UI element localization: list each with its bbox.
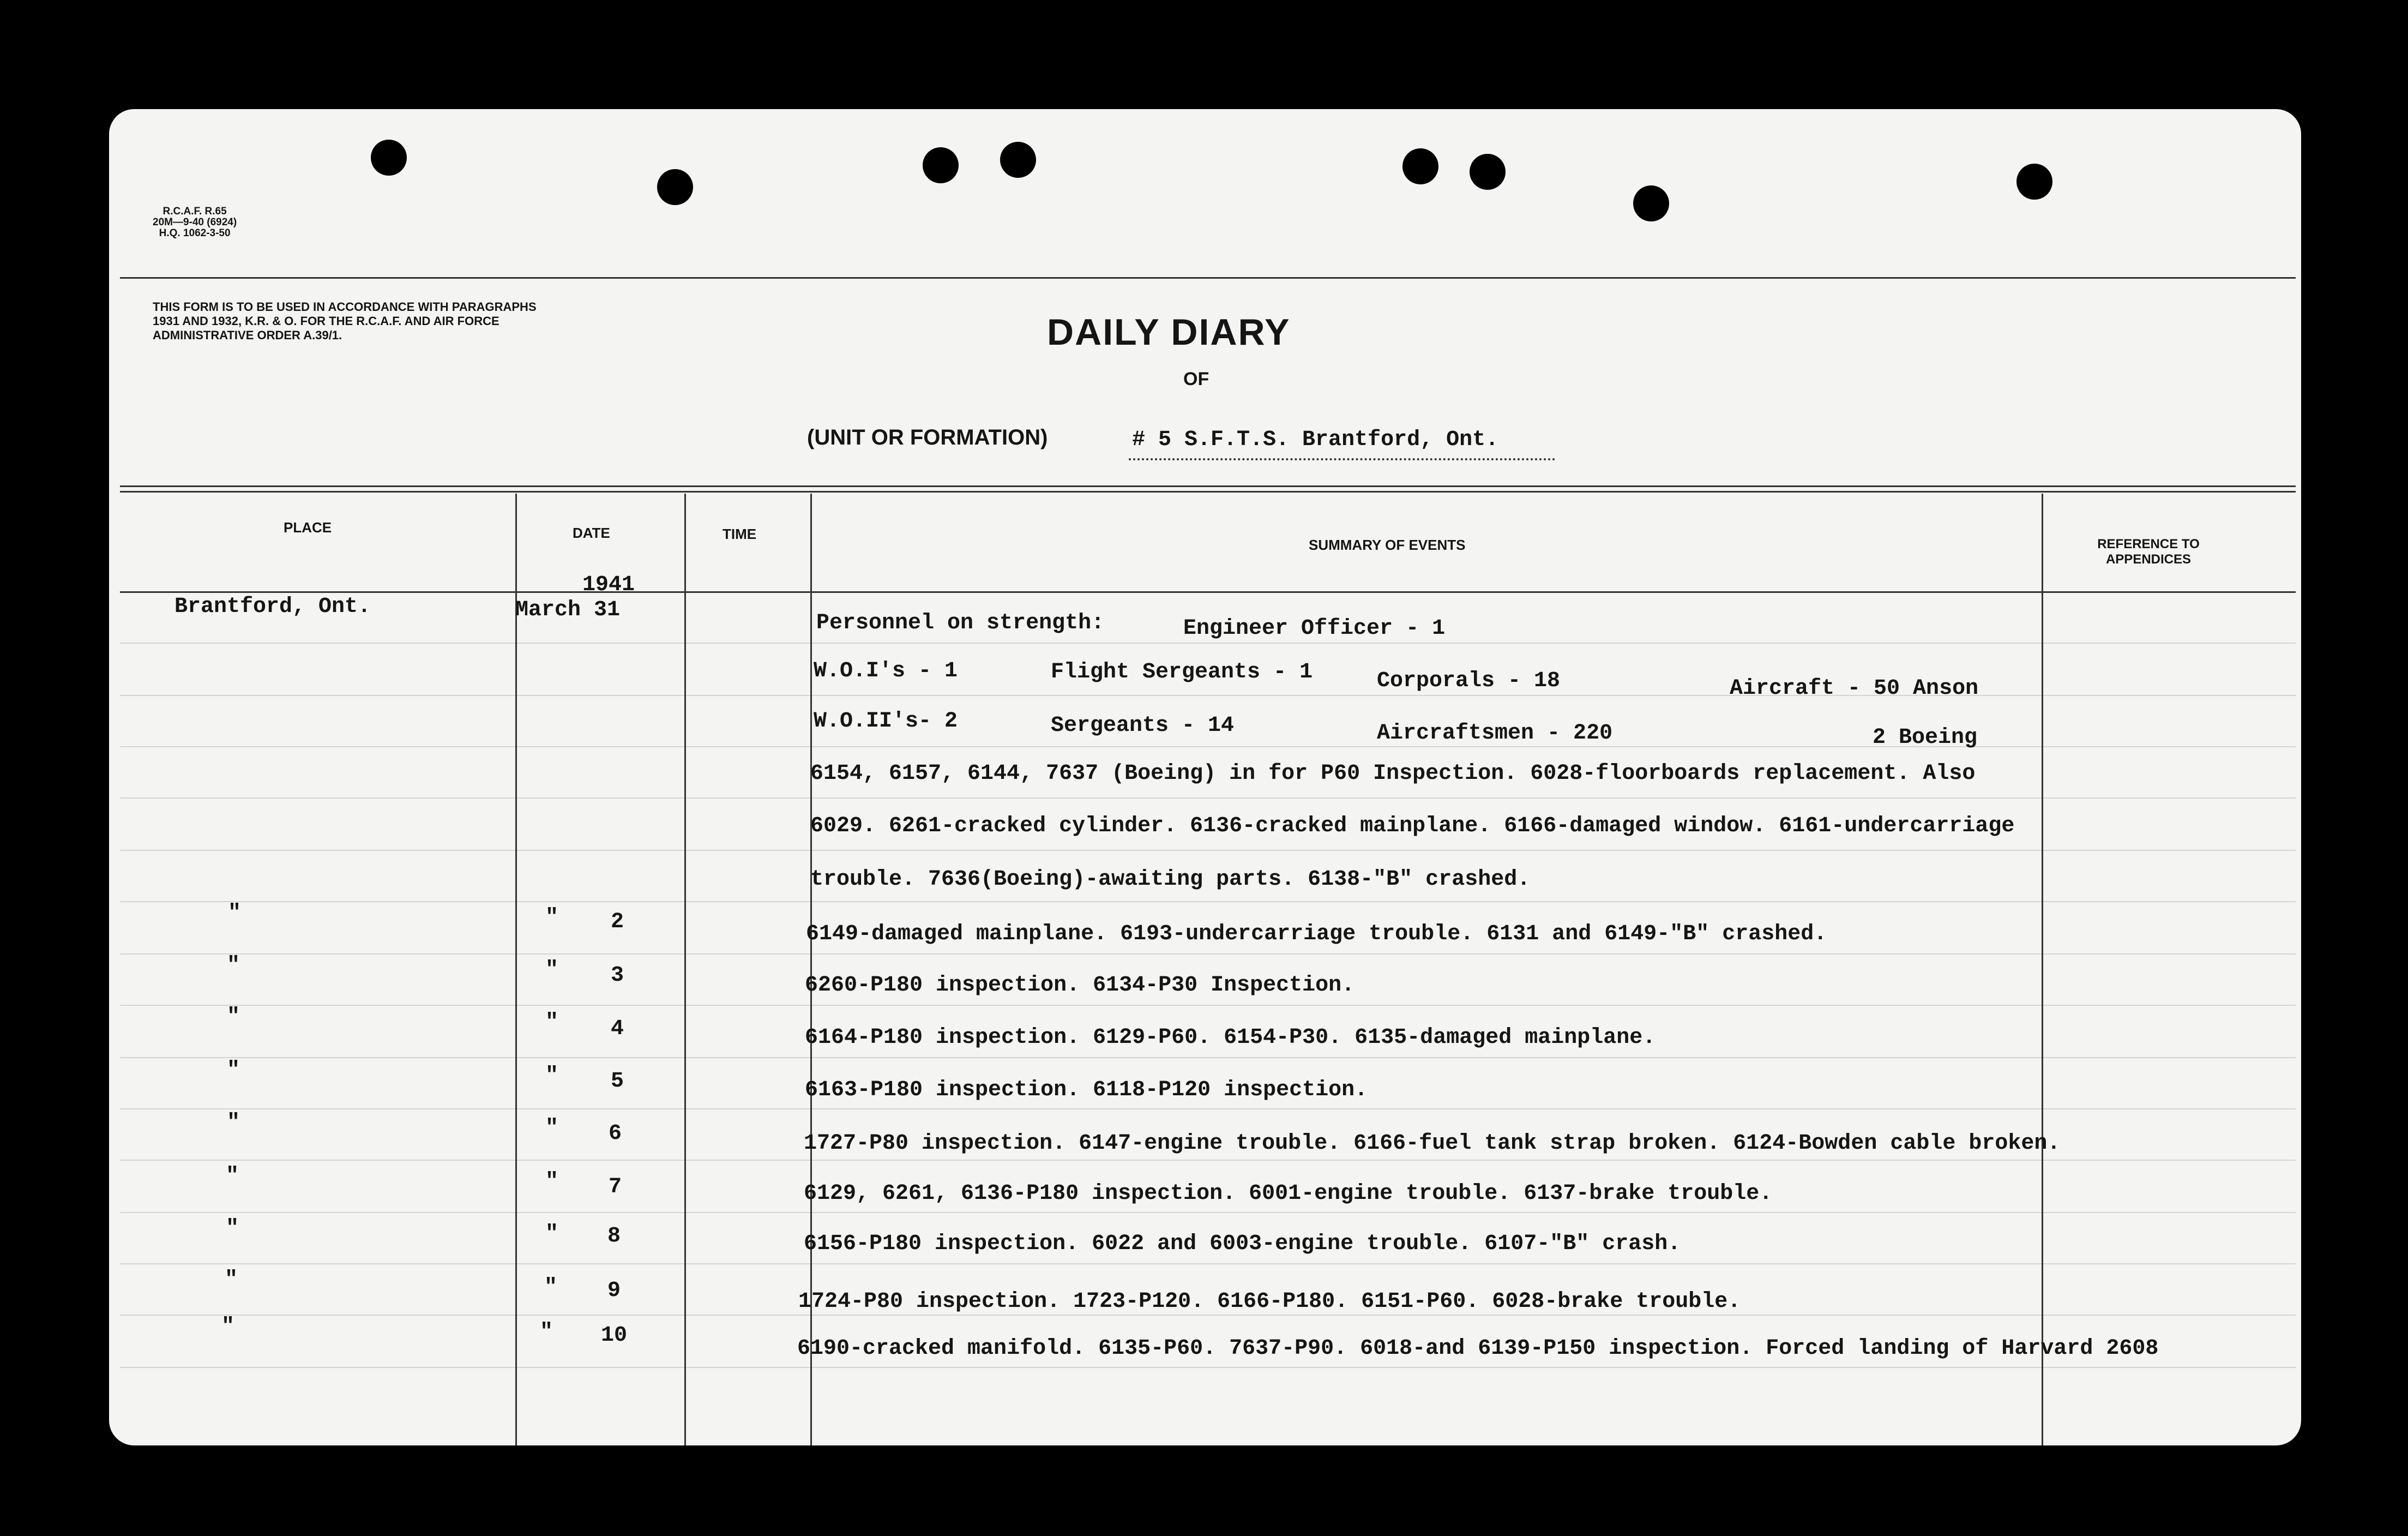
date-ditto: " xyxy=(545,905,559,930)
place-ditto: " xyxy=(227,953,240,978)
col-header-time: TIME xyxy=(723,526,757,542)
date-ditto: " xyxy=(545,958,559,982)
entry-day: 7 xyxy=(609,1175,622,1199)
entry-summary: 1724-P80 inspection. 1723-P120. 6166-P180. 6151-P60. 6028-brake trouble. xyxy=(798,1289,1741,1314)
entry-day: 6 xyxy=(609,1121,622,1146)
personnel-label: Personnel on strength: xyxy=(816,611,1105,635)
date-ditto: " xyxy=(540,1320,553,1345)
place-ditto: " xyxy=(227,1111,240,1135)
column-divider xyxy=(684,494,686,1445)
date-ditto: " xyxy=(544,1275,558,1300)
place-ditto: " xyxy=(225,1268,238,1292)
place-ditto: " xyxy=(227,1005,240,1029)
entry-day: 9 xyxy=(607,1279,621,1303)
date-ditto: " xyxy=(545,1222,559,1246)
place-ditto: " xyxy=(226,1216,239,1241)
form-code xyxy=(153,206,237,239)
col-header-date: DATE xyxy=(573,525,610,541)
form-instructions: THIS FORM IS TO BE USED IN ACCORDANCE WITH PARAGRAPHS 1931 AND 1932, K.R. & O. FOR THE R.C.A.F. AND AIR FORCE ADMINISTRATIVE ORDER A.39/1. xyxy=(153,300,537,342)
place-ditto: " xyxy=(221,1315,235,1339)
entry-summary: 6190-cracked manifold. 6135-P60. 7637-P90. 6018-and 6139-P150 inspection. Forced landing of Harvard 2608 xyxy=(797,1336,2159,1361)
entry-day: 8 xyxy=(607,1224,621,1249)
date-ditto: " xyxy=(545,1116,559,1141)
flight-sergeants: Flight Sergeants - 1 xyxy=(1051,660,1313,685)
unit-dotted-line xyxy=(1129,458,1555,460)
form-code-line: R.C.A.F. R.65 xyxy=(162,206,227,217)
diary-card xyxy=(109,109,2301,1445)
table-top-rule-2 xyxy=(120,491,2296,493)
entry-summary: 6156-P180 inspection. 6022 and 6003-engine trouble. 6107-"B" crash. xyxy=(804,1232,1681,1256)
diary-of: OF xyxy=(1183,369,1209,389)
summary-line: trouble. 7636(Boeing)-awaiting parts. 6138-"B" crashed. xyxy=(810,867,1531,892)
entry-place: Brantford, Ont. xyxy=(174,595,371,619)
unit-label: (UNIT OR FORMATION) xyxy=(807,425,1048,449)
aircraftsmen: Aircraftsmen - 220 xyxy=(1377,721,1613,746)
year: 1941 xyxy=(582,573,635,597)
entry-summary: 6260-P180 inspection. 6134-P30 Inspection. xyxy=(805,973,1355,998)
punch-hole xyxy=(923,147,959,183)
entry-day: 3 xyxy=(611,963,624,988)
form-code-line: H.Q. 1062-3-50 xyxy=(159,227,231,239)
sergeants: Sergeants - 14 xyxy=(1051,713,1235,738)
col-header-reference: REFERENCE TO APPENDICES xyxy=(2097,537,2200,567)
column-divider xyxy=(2042,494,2043,1445)
aircraft: Aircraft - 50 Anson xyxy=(1730,676,1979,701)
punch-hole xyxy=(1470,154,1506,190)
table-header-bottom-rule xyxy=(120,591,2296,593)
table-top-rule xyxy=(120,485,2296,487)
entry-summary: 6129, 6261, 6136-P180 inspection. 6001-engine trouble. 6137-brake trouble. xyxy=(804,1181,1773,1206)
col-header-place: PLACE xyxy=(284,519,332,536)
diary-title: DAILY DIARY xyxy=(1047,311,1291,353)
column-divider xyxy=(515,494,517,1445)
engineer-officer: Engineer Officer - 1 xyxy=(1183,616,1446,641)
form-code-line: 20M—9-40 (6924) xyxy=(153,217,237,228)
entry-day: 2 xyxy=(611,910,624,934)
entry-summary: 6163-P180 inspection. 6118-P120 inspection. xyxy=(805,1078,1368,1102)
punch-hole xyxy=(1000,142,1036,178)
place-ditto: " xyxy=(228,901,242,926)
place-ditto: " xyxy=(226,1164,239,1189)
summary-line: 6154, 6157, 6144, 7637 (Boeing) in for P60 Inspection. 6028-floorboards replacement. Also xyxy=(810,761,1976,786)
col-header-summary: SUMMARY OF EVENTS xyxy=(1309,537,1466,553)
punch-hole xyxy=(1633,185,1669,221)
entry-summary: 1727-P80 inspection. 6147-engine trouble. 6166-fuel tank strap broken. 6124-Bowden cable broken. xyxy=(804,1131,2061,1156)
entry-summary: 6164-P180 inspection. 6129-P60. 6154-P30. 6135-damaged mainplane. xyxy=(805,1025,1656,1050)
entry-day: 10 xyxy=(601,1323,628,1348)
wo2: W.O.II's- 2 xyxy=(814,709,958,734)
unit-value: # 5 S.F.T.S. Brantford, Ont. xyxy=(1132,428,1499,452)
entry-day: 5 xyxy=(611,1069,624,1094)
date-ditto: " xyxy=(545,1169,559,1194)
header-rule xyxy=(120,277,2296,279)
summary-line: 6029. 6261-cracked cylinder. 6136-cracked mainplane. 6166-damaged window. 6161-undercarriage xyxy=(810,814,2015,838)
entry-summary: 6149-damaged mainplane. 6193-undercarriage trouble. 6131 and 6149-"B" crashed. xyxy=(806,922,1827,946)
corporals: Corporals - 18 xyxy=(1377,669,1561,693)
punch-hole xyxy=(1402,148,1438,184)
entry-date: March 31 xyxy=(515,598,621,622)
boeing-count: 2 Boeing xyxy=(1873,725,1978,750)
entry-day: 4 xyxy=(611,1017,624,1041)
place-ditto: " xyxy=(227,1058,240,1083)
punch-hole xyxy=(371,140,407,176)
punch-hole xyxy=(2016,164,2052,200)
wo1: W.O.I's - 1 xyxy=(814,659,958,683)
date-ditto: " xyxy=(545,1010,559,1035)
punch-hole xyxy=(657,169,693,205)
date-ditto: " xyxy=(545,1064,559,1088)
